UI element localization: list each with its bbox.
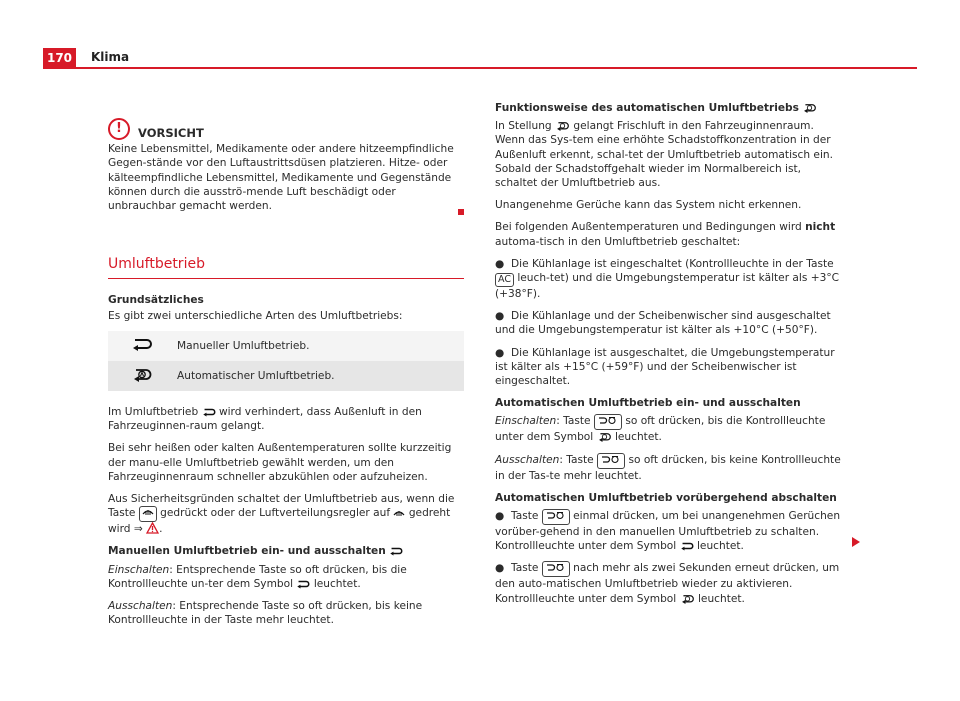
manual-recirculation-icon (680, 541, 694, 551)
page-section-title: Klima (91, 50, 130, 64)
auto-off-b: so oft drücken, bis keine Kontrollleuchte in der Tas-te mehr leuchtet. (495, 453, 841, 482)
header-rule (43, 67, 917, 69)
recirculation-key-icon (542, 509, 570, 525)
bullet-3: Die Kühlanlage ist ausgeschaltet, die Umgebungstemperatur ist kälter als +15°C (+59°F) und der Scheibenwischer ist eingeschaltet. (495, 346, 835, 388)
p3-c: gedreht wird ⇒ (108, 507, 451, 536)
temp-2-a: Taste (510, 562, 539, 575)
p2: Bei sehr heißen oder kalten Außentemperaturen sollte kurzzeitig der manu-elle Umluftbetrieb gewählt werden, um den Fahrzeuginnenraum schneller abzukühlen oder aufzuheizen. (108, 442, 452, 483)
windscreen-vent-icon (393, 508, 405, 518)
temp-1-c: leuchtet. (696, 540, 744, 553)
auto-recirculation-icon (131, 366, 153, 382)
auto-recirculation-icon (680, 593, 695, 604)
p3-b: gedrückt oder der Luftverteilungsregler auf (160, 507, 391, 520)
ac-key: AC (495, 273, 514, 287)
auto-recirculation-icon (555, 120, 570, 131)
defrost-key-icon (139, 506, 157, 522)
p3-d: . (159, 523, 163, 536)
caution-box (108, 118, 464, 219)
temp-1-a: Taste (510, 510, 539, 523)
auto-switch-title: Automatischen Umluftbetrieb ein- und ausschalten (495, 397, 801, 410)
manual-on-label: Einschalten (108, 563, 170, 576)
manual-recirculation-icon (131, 337, 153, 351)
temp-2-c: leuchtet. (697, 592, 745, 605)
auto-recirculation-icon (597, 431, 612, 442)
table-row (108, 331, 464, 361)
table-cell-label: Automatischer Umluftbetrieb. (176, 361, 464, 391)
table-cell-label: Manueller Umluftbetrieb. (176, 331, 464, 361)
recirculation-types-table (108, 331, 464, 391)
caution-icon: ! (108, 118, 130, 140)
table-row (108, 361, 464, 391)
auto-on-b: so oft drücken, bis die Kontrollleuchte unter dem Symbol (495, 415, 826, 444)
manual-title: Manuellen Umluftbetrieb ein- und ausschalten (108, 545, 386, 558)
recirculation-key-icon (542, 561, 570, 577)
auto-p3-b: automa-tisch in den Umluftbetrieb geschaltet: (495, 235, 741, 248)
section-title: Umluftbetrieb (108, 256, 205, 273)
continue-arrow-icon (852, 537, 860, 547)
temp-2-b: nach mehr als zwei Sekunden erneut drücken, um den auto-matischen Umluftbetrieb wieder zu aktivieren. Kontrollleuchte unter dem Symbol (495, 562, 840, 605)
auto-p3-a: Bei folgenden Außentemperaturen und Bedingungen wird (495, 221, 802, 234)
auto-on-label: Einschalten (495, 415, 557, 428)
caution-text: Keine Lebensmittel, Medikamente oder andere hitzeempfindliche Gegen-stände vor den Luftaustrittsdüsen platzieren. Hitze- oder kälteempfindliche Lebensmittel, Medikamente und Gegenstände können durch die ausströ-mende Luft beschädigt oder unbrauchbar gemacht werden. (108, 143, 454, 213)
auto-off-label: Ausschalten (495, 453, 560, 466)
basics-text: Es gibt zwei unterschiedliche Arten des Umluftbetriebs: (108, 309, 403, 322)
auto-recirculation-icon (802, 102, 817, 113)
manual-on-a: : Entsprechende Taste so oft drücken, bis die Kontrollleuchte un-ter dem Symbol (108, 563, 407, 590)
warning-triangle-icon[interactable] (146, 522, 159, 534)
basics-title: Grundsätzliches (108, 293, 204, 306)
right-column (495, 101, 845, 614)
temp-1-b: einmal drücken, um bei unangenehmen Gerüchen vorüber-gehend in den manuellen Umluftbetrieb zu schalten. Kontrollleuchte unter dem Symbol (495, 510, 841, 553)
bullet-2: Die Kühlanlage und der Scheibenwischer sind ausgeschaltet und die Umgebungstemperatur ist kälter als +10°C (+50°F). (495, 310, 831, 337)
manual-off-label: Ausschalten (108, 600, 173, 613)
auto-off-a: : Taste (559, 453, 594, 466)
manual-on-b: leuchtet. (313, 577, 361, 590)
p3-a: Aus Sicherheitsgründen schaltet der Umluftbetrieb aus, wenn die Taste (108, 493, 455, 520)
auto-p1-b: gelangt Frischluft in den Fahrzeuginnenraum. Wenn das Sys-tem eine erhöhte Schadstoffkonzentration in der Außenluft erkennt, schal-tet der Umluftbetrieb automatisch ein. Sobald der Schadstoffgehalt wieder im Normalbereich ist, schaltet der Umluftbetrieb aus. (495, 120, 833, 190)
auto-p3-bold: nicht (805, 221, 836, 234)
auto-on-a: : Taste (556, 415, 591, 428)
auto-p2: Unangenehme Gerüche kann das System nicht erkennen. (495, 199, 802, 212)
auto-title: Funktionsweise des automatischen Umluftbetriebs (495, 102, 799, 114)
manual-recirculation-icon (389, 546, 403, 556)
bullet-1-a: Die Kühlanlage ist eingeschaltet (Kontrollleuchte in der Taste (510, 257, 834, 270)
p1-b: wird verhindert, dass Außenluft in den Fahrzeuginnen-raum gelangt. (108, 406, 422, 433)
manual-off-text: : Entsprechende Taste so oft drücken, bis keine Kontrollleuchte in der Taste mehr leuchtet. (108, 600, 423, 627)
end-marker-icon (458, 209, 464, 215)
manual-recirculation-icon (202, 407, 216, 417)
recirculation-key-icon (594, 414, 622, 430)
caution-label: VORSICHT (138, 126, 204, 140)
p1-a: Im Umluftbetrieb (108, 406, 199, 419)
manual-recirculation-icon (296, 579, 310, 589)
list-item: ● Die Kühlanlage ist eingeschaltet (Kontrollleuchte in der Taste AC leuch-tet) und die Umgebungstemperatur ist kälter als +3°C (+38°F). (495, 257, 840, 301)
page-number: 170 (43, 48, 76, 68)
section-rule (108, 278, 464, 279)
list-item: ● Taste nach mehr als zwei Sekunden erneut drücken, um den auto-matischen Umluftbetrieb wieder zu aktivieren. Kontrollleuchte unter dem Symbol leuchtet. (495, 562, 840, 605)
list-item: ● Taste einmal drücken, um bei unangenehmen Gerüchen vorüber-gehend in den manuellen Umluftbetrieb zu schalten. Kontrollleuchte unter dem Symbol leuchtet. (495, 510, 841, 553)
bullet-1-b: leuch-tet) und die Umgebungstemperatur ist kälter als +3°C (+38°F). (495, 272, 840, 301)
list-item: ● Die Kühlanlage und der Scheibenwischer sind ausgeschaltet und die Umgebungstemperatur ist kälter als +10°C (+50°F). (495, 310, 831, 337)
recirculation-key-icon (597, 453, 625, 469)
temp-title: Automatischen Umluftbetrieb vorübergehend abschalten (495, 491, 837, 504)
list-item: ● Die Kühlanlage ist ausgeschaltet, die Umgebungstemperatur ist kälter als +15°C (+59°F) und der Scheibenwischer ist eingeschaltet. (495, 346, 835, 388)
auto-on-c: leuchtet. (614, 431, 662, 444)
auto-p1-a: In Stellung (495, 120, 552, 133)
left-column (108, 118, 464, 635)
